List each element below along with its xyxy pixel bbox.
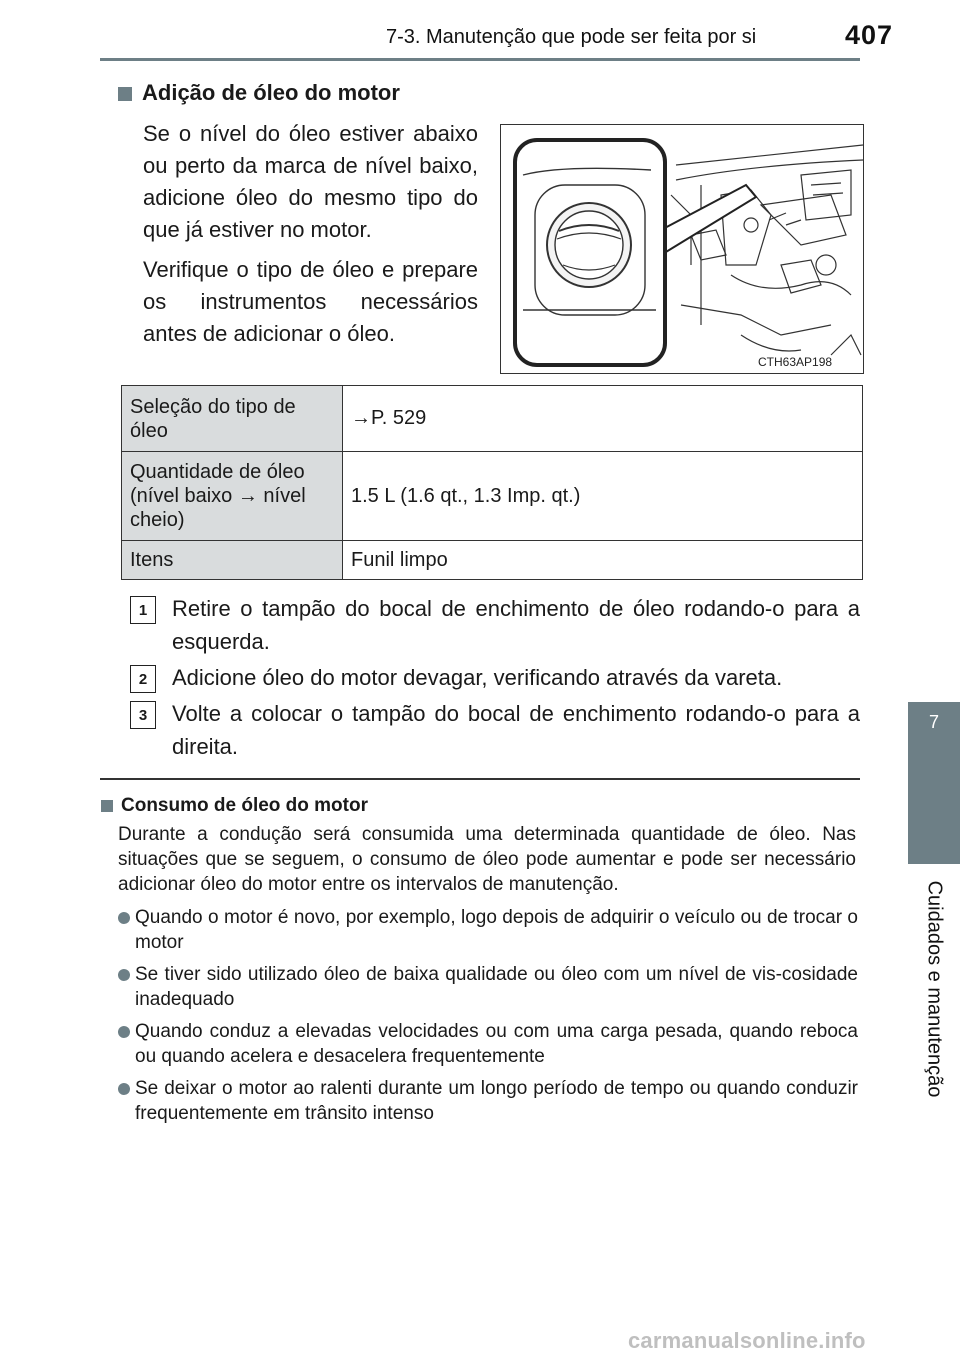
- list-item: [118, 905, 858, 955]
- table-row: [122, 386, 863, 452]
- step-item: [130, 697, 860, 763]
- section-heading-adding-oil: [118, 80, 400, 106]
- paragraph: Verifique o tipo de óleo e prepare os instrumentos necessários antes de adicionar o óleo.: [143, 257, 478, 346]
- oil-spec-table: [121, 385, 863, 580]
- chapter-number: 7: [908, 702, 960, 864]
- section-heading-oil-consumption: [101, 795, 368, 817]
- engine-oil-cap-illustration: [500, 124, 864, 374]
- list-item: [118, 962, 858, 1012]
- table-row-label: Seleção do tipo de óleo: [122, 386, 343, 452]
- chapter-title-box: [908, 864, 960, 1114]
- section-heading-text: Consumo de óleo do motor: [121, 795, 368, 816]
- step-item: [130, 661, 860, 694]
- round-bullet-icon: [118, 1026, 130, 1038]
- step-text: Volte a colocar o tampão do bocal de enchimento rodando-o para a direita.: [172, 701, 860, 759]
- step-number-badge: 1: [130, 596, 156, 624]
- table-row-label: Itens: [122, 541, 343, 580]
- round-bullet-icon: [118, 969, 130, 981]
- step-number-badge: 3: [130, 701, 156, 729]
- running-header: 7-3. Manutenção que pode ser feita por si: [386, 26, 757, 48]
- table-row-value: 1.5 L (1.6 qt., 1.3 Imp. qt.): [343, 452, 863, 541]
- list-item: [118, 1019, 858, 1069]
- table-row: [122, 452, 863, 541]
- square-bullet-icon: [101, 800, 113, 812]
- header-rule: [100, 58, 860, 61]
- table-row-value: →P. 529: [343, 386, 863, 452]
- watermark: carmanualsonline.info: [628, 1328, 866, 1353]
- section-divider: [100, 778, 860, 780]
- table-row: [122, 541, 863, 580]
- list-item-text: Se deixar o motor ao ralenti durante um longo período de tempo ou quando conduzir frequentemente em trânsito intenso: [135, 1078, 858, 1124]
- engine-illustration-svg: [501, 125, 863, 373]
- list-item-text: Se tiver sido utilizado óleo de baixa qualidade ou óleo com um nível de vis-cosidade inadequado: [135, 964, 858, 1010]
- list-item: [118, 1076, 858, 1126]
- step-text: Adicione óleo do motor devagar, verificando através da vareta.: [172, 665, 783, 690]
- round-bullet-icon: [118, 1083, 130, 1095]
- section-intro-text: [143, 118, 478, 358]
- figure-code: CTH63AP198: [758, 355, 833, 369]
- step-item: [130, 592, 860, 658]
- step-text: Retire o tampão do bocal de enchimento de óleo rodando-o para a esquerda.: [172, 596, 860, 654]
- table-row-label: Quantidade de óleo (nível baixo → nível cheio): [122, 452, 343, 541]
- list-item-text: Quando o motor é novo, por exemplo, logo depois de adquirir o veículo ou de trocar o motor: [135, 907, 858, 953]
- chapter-side-tab: [908, 0, 960, 1362]
- chapter-title: Cuidados e manutenção: [923, 880, 946, 1098]
- table-row-value: Funil limpo: [343, 541, 863, 580]
- page-number: 407: [845, 20, 894, 50]
- section-intro-text: Durante a condução será consumida uma determinada quantidade de óleo. Nas situações que se seguem, o consumo de óleo pode aumentar e pode ser necessário adicionar óleo do motor entre os intervalos de manutenção.: [118, 824, 856, 895]
- list-item-text: Quando conduz a elevadas velocidades ou com uma carga pesada, quando reboca ou quando acelera e desacelera frequentemente: [135, 1021, 858, 1067]
- round-bullet-icon: [118, 912, 130, 924]
- step-number-badge: 2: [130, 665, 156, 693]
- square-bullet-icon: [118, 87, 132, 101]
- section-heading-text: Adição de óleo do motor: [142, 80, 400, 105]
- paragraph: Se o nível do óleo estiver abaixo ou perto da marca de nível baixo, adicione óleo do mesmo tipo do que já estiver no motor.: [143, 121, 478, 242]
